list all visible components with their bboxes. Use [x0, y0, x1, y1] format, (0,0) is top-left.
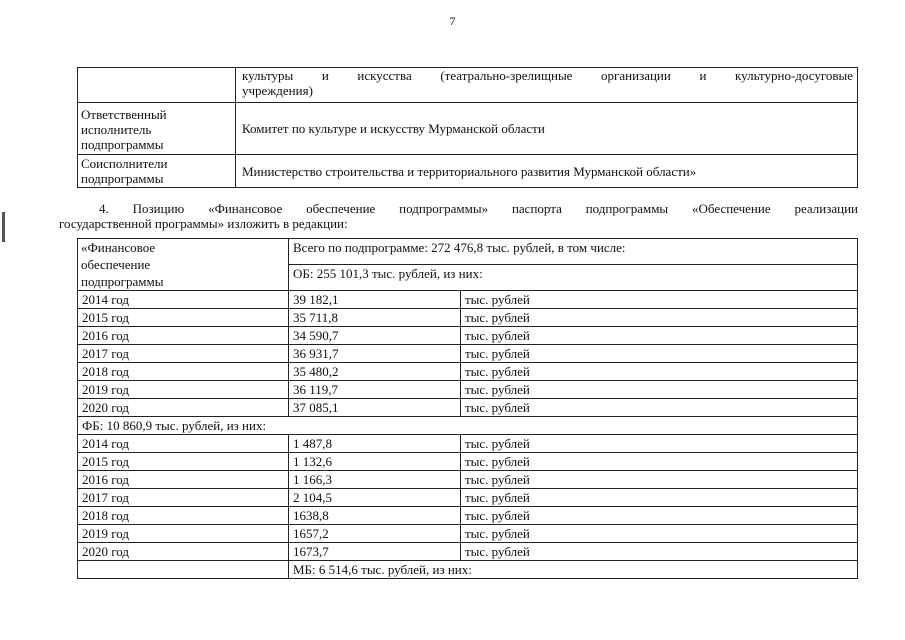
- page-number: 7: [449, 14, 456, 28]
- year-row: [78, 381, 858, 399]
- unit-cell: тыс. рублей: [461, 291, 858, 309]
- year-row: [78, 435, 858, 453]
- year-cell: 2020 год: [78, 399, 289, 417]
- unit-cell: тыс. рублей: [461, 363, 858, 381]
- year-row: [78, 327, 858, 345]
- financing-label: [78, 239, 289, 291]
- empty-label-cell: [78, 561, 289, 579]
- year-cell: 2019 год: [78, 525, 289, 543]
- amount-cell: 1 166,3: [289, 471, 461, 489]
- amount-cell: 37 085,1: [289, 399, 461, 417]
- amount-cell: 2 104,5: [289, 489, 461, 507]
- label-line: исполнитель: [81, 122, 152, 137]
- amount-cell: 1673,7: [289, 543, 461, 561]
- paragraph-line-1: 4. Позицию «Финансовое обеспечение подпрограммы» паспорта подпрограммы «Обеспечение реализации: [99, 201, 858, 216]
- total-row: [78, 239, 858, 265]
- year-cell: 2018 год: [78, 507, 289, 525]
- amount-cell: 36 931,7: [289, 345, 461, 363]
- paragraph-line-2: государственной программы» изложить в редакции:: [59, 216, 348, 231]
- label-line: «Финансовое: [81, 240, 156, 255]
- amount-cell: 35 711,8: [289, 309, 461, 327]
- label-line: Ответственный: [81, 107, 167, 122]
- empty-label-cell: [78, 68, 236, 103]
- scan-margin-mark: [2, 212, 5, 242]
- year-row: [78, 525, 858, 543]
- fb-header: ФБ: 10 860,9 тыс. рублей, из них:: [78, 417, 858, 435]
- unit-cell: тыс. рублей: [461, 327, 858, 345]
- amount-cell: 35 480,2: [289, 363, 461, 381]
- responsible-value: Комитет по культуре и искусству Мурманской области: [236, 103, 858, 155]
- amount-cell: 34 590,7: [289, 327, 461, 345]
- year-row: [78, 309, 858, 327]
- label-line: Соисполнители: [81, 156, 168, 171]
- unit-cell: тыс. рублей: [461, 489, 858, 507]
- coexecutors-row: [78, 155, 858, 188]
- year-row: [78, 399, 858, 417]
- continuation-row: [78, 68, 858, 103]
- year-cell: 2014 год: [78, 435, 289, 453]
- amount-cell: 36 119,7: [289, 381, 461, 399]
- coexecutors-value: Министерство строительства и территориального развития Мурманской области»: [236, 155, 858, 188]
- year-cell: 2014 год: [78, 291, 289, 309]
- label-line: подпрограммы: [81, 274, 164, 289]
- year-row: [78, 291, 858, 309]
- unit-cell: тыс. рублей: [461, 399, 858, 417]
- amount-cell: 39 182,1: [289, 291, 461, 309]
- year-cell: 2017 год: [78, 489, 289, 507]
- continuation-line-2: учреждения): [242, 83, 313, 98]
- unit-cell: тыс. рублей: [461, 309, 858, 327]
- label-line: подпрограммы: [81, 171, 164, 186]
- label-line: подпрограммы: [81, 137, 164, 152]
- unit-cell: тыс. рублей: [461, 543, 858, 561]
- financing-table: [77, 238, 858, 579]
- unit-cell: тыс. рублей: [461, 507, 858, 525]
- subprogram-passport-table: [77, 67, 858, 188]
- coexecutors-label: [78, 155, 236, 188]
- year-cell: 2019 год: [78, 381, 289, 399]
- unit-cell: тыс. рублей: [461, 453, 858, 471]
- unit-cell: тыс. рублей: [461, 345, 858, 363]
- mb-header-row: [78, 561, 858, 579]
- year-cell: 2015 год: [78, 453, 289, 471]
- unit-cell: тыс. рублей: [461, 381, 858, 399]
- amount-cell: 1 132,6: [289, 453, 461, 471]
- year-cell: 2015 год: [78, 309, 289, 327]
- year-cell: 2016 год: [78, 471, 289, 489]
- ob-header: ОБ: 255 101,3 тыс. рублей, из них:: [289, 265, 858, 291]
- year-row: [78, 345, 858, 363]
- continuation-cell: [236, 68, 858, 103]
- year-cell: 2017 год: [78, 345, 289, 363]
- unit-cell: тыс. рублей: [461, 525, 858, 543]
- amount-cell: 1 487,8: [289, 435, 461, 453]
- year-cell: 2020 год: [78, 543, 289, 561]
- year-row: [78, 543, 858, 561]
- year-row: [78, 507, 858, 525]
- unit-cell: тыс. рублей: [461, 471, 858, 489]
- total-cell: Всего по подпрограмме: 272 476,8 тыс. рублей, в том числе:: [289, 239, 858, 265]
- year-row: [78, 453, 858, 471]
- fb-header-row: [78, 417, 858, 435]
- year-cell: 2018 год: [78, 363, 289, 381]
- year-row: [78, 489, 858, 507]
- amount-cell: 1657,2: [289, 525, 461, 543]
- responsible-label: [78, 103, 236, 155]
- responsible-row: [78, 103, 858, 155]
- year-cell: 2016 год: [78, 327, 289, 345]
- year-row: [78, 471, 858, 489]
- label-line: обеспечение: [81, 257, 151, 272]
- amount-cell: 1638,8: [289, 507, 461, 525]
- unit-cell: тыс. рублей: [461, 435, 858, 453]
- year-row: [78, 363, 858, 381]
- amendment-paragraph: [59, 201, 858, 231]
- mb-header: МБ: 6 514,6 тыс. рублей, из них:: [289, 561, 858, 579]
- continuation-line-1: культуры и искусства (театрально-зрелищные организации и культурно-досуговые: [242, 68, 853, 83]
